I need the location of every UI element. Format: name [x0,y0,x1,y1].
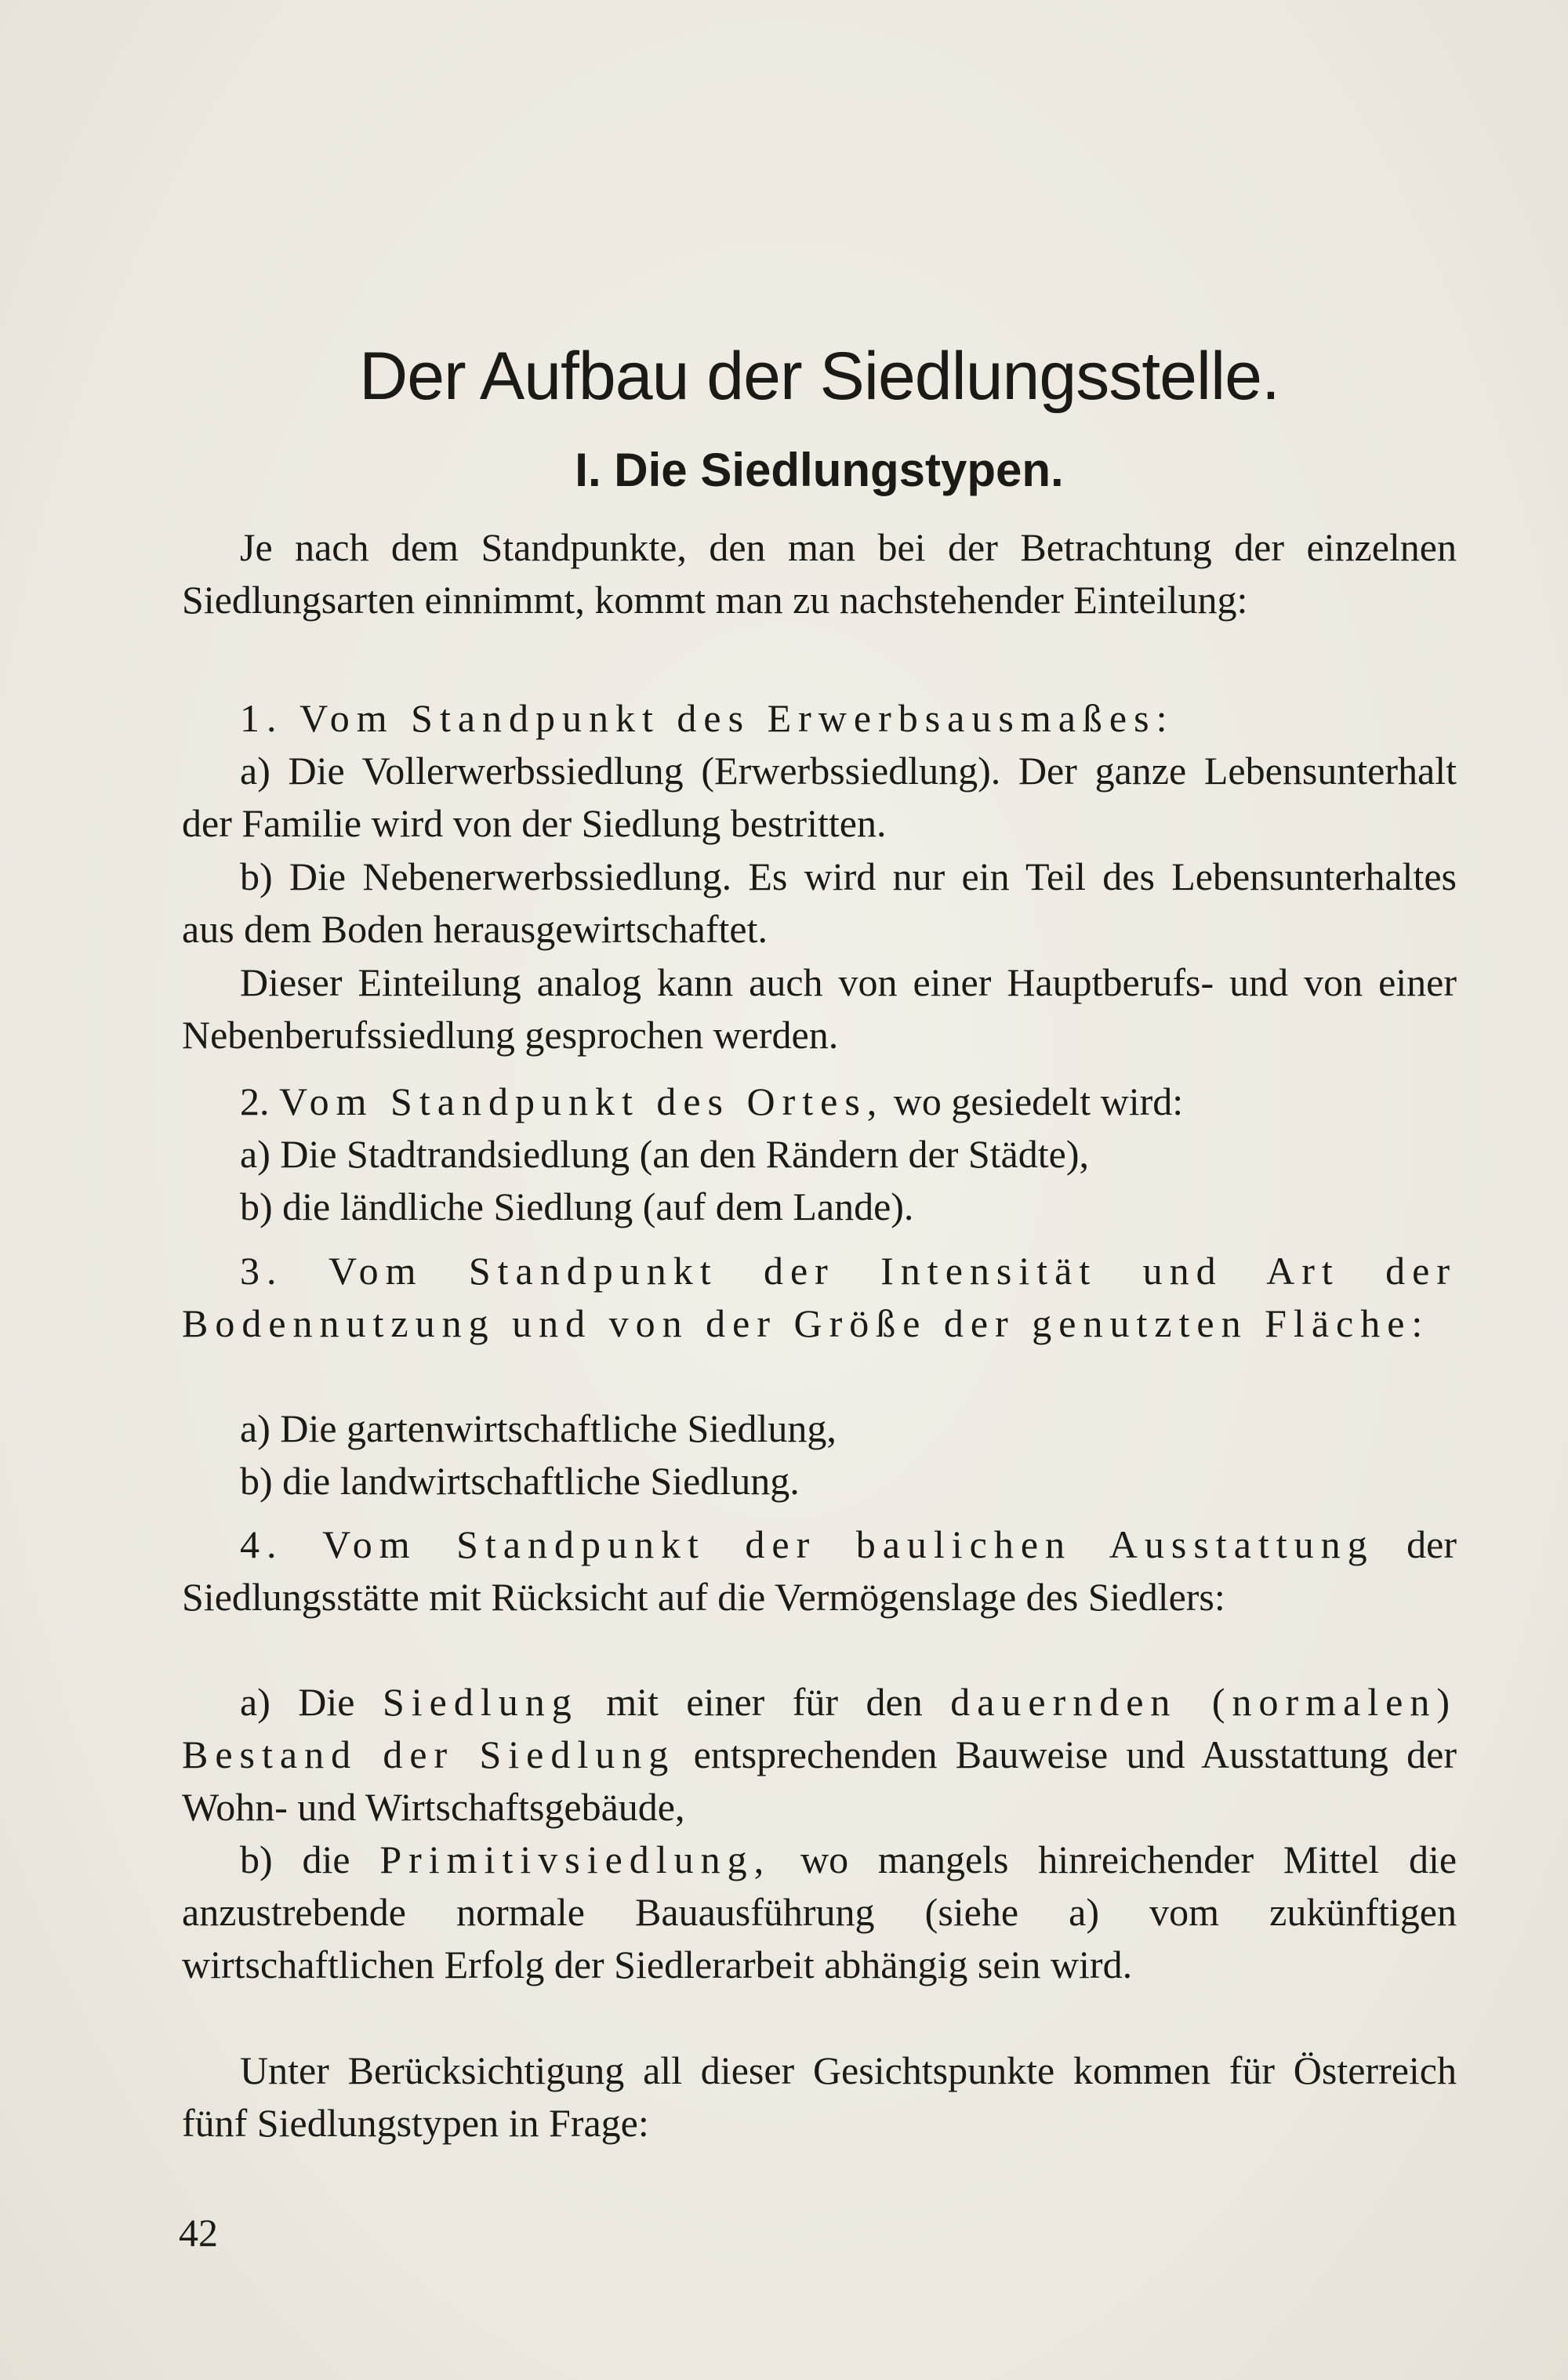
page-number: 42 [179,2211,218,2255]
section2-spaced: Vom Standpunkt des Ortes, [279,1079,884,1123]
section4-heading-part1: 4. Vom Standpunkt der baulichen Ausstattung [240,1522,1374,1566]
section2-rest: wo gesiedelt wird: [893,1079,1184,1123]
section4-a-mid: mit einer für den [606,1680,923,1724]
section3-heading [182,1245,1457,1350]
section1-heading [182,692,1457,745]
section2-num: 2. [240,1079,270,1123]
section1-heading-text: 1. Vom Standpunkt des Erwerbsausmaßes: [240,696,1174,740]
section2-item-a: a) Die Stadtrandsiedlung (an den Rändern der Städte), [240,1132,1089,1176]
section2-item-b: b) die ländliche Siedlung (auf dem Lande). [240,1185,914,1228]
page-text [182,0,1457,2380]
section3-heading-text: 3. Vom Standpunkt der Intensität und Art der Bodennutzung und von der Größe der genutzten Fläche: [182,1249,1457,1345]
section1-item-b: b) Die Nebenerwerbssiedlung. Es wird nur ein Teil des Lebensunterhaltes aus dem Boden herausgewirtschaftet. [182,854,1457,951]
intro-paragraph: Je nach dem Standpunkte, den man bei der Betrachtung der einzelnen Siedlungsarten einnimmt, kommt man zu nachstehender Einteilung: [182,525,1457,622]
section4-b-rest: wo mangels hinreichender Mittel die anzustrebende normale Bauausführung (siehe a) vom zukünftigen wirtschaftlichen Erfolg der Siedlerarbeit abhängig sein wird. [182,1838,1457,1986]
section4-item-b [182,1834,1457,1991]
section4-a-prefix: a) Die [240,1680,355,1724]
section4-a-rest: entsprechenden Bauweise und Ausstattung der Wohn- und Wirtschaftsgebäude, [182,1732,1457,1829]
section4-a-sp2: dauernden (normalen) Bestand der Siedlung [182,1680,1457,1776]
section4-heading [182,1518,1457,1624]
section4-item-a [182,1676,1457,1834]
chapter-title: Der Aufbau der Siedlungsstelle. [359,339,1279,414]
section-title: I. Die Siedlungstypen. [575,444,1064,496]
closing-paragraph: Unter Berücksichtigung all dieser Gesichtspunkte kommen für Österreich fünf Siedlungstypen in Frage: [182,2048,1457,2145]
section3-item-a: a) Die gartenwirtschaftliche Siedlung, [240,1406,837,1450]
section4-a-sp1: Siedlung [382,1680,579,1724]
section1-item-a: a) Die Vollerwerbssiedlung (Erwerbssiedlung). Der ganze Lebensunterhalt der Familie wird von der Siedlung bestritten. [182,749,1457,845]
section4-heading-part2: der Siedlungsstätte mit Rücksicht auf die Vermögenslage des Siedlers: [182,1522,1457,1619]
section4-b-sp: Primitivsiedlung, [379,1838,771,1881]
section1-note: Dieser Einteilung analog kann auch von einer Hauptberufs- und von einer Nebenberufssiedlung gesprochen werden. [182,960,1457,1057]
section3-item-b: b) die landwirtschaftliche Siedlung. [240,1459,800,1503]
section2-heading [182,1076,1457,1128]
section4-b-prefix: b) die [240,1838,350,1881]
